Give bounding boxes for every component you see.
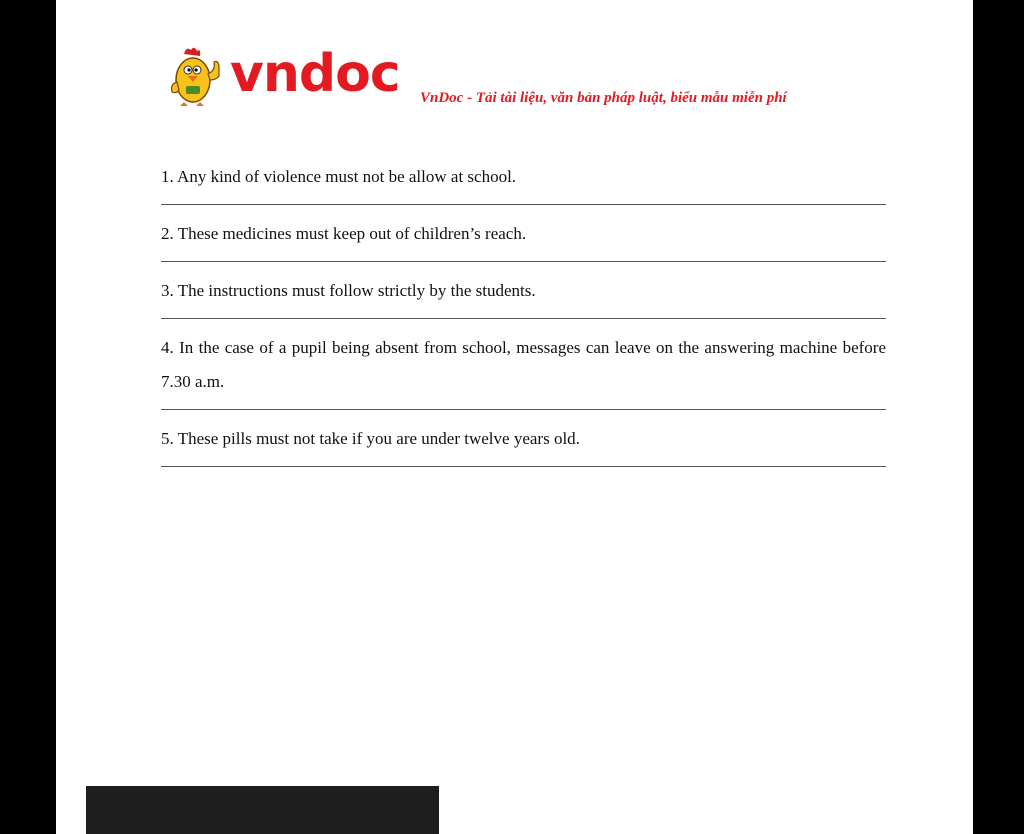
- question-2: 2. These medicines must keep out of children’s reach.: [161, 224, 527, 243]
- answer-line-1[interactable]: [161, 204, 886, 205]
- question-1: 1. Any kind of violence must not be allow at school.: [161, 167, 517, 186]
- chicken-mascot-icon: [166, 44, 224, 108]
- answer-line-5[interactable]: [161, 466, 886, 467]
- vndoc-logo: vndoc: [230, 44, 400, 104]
- question-4: 4. In the case of a pupil being absent from school, messages can leave on the answering machine before 7.30 a.m.: [161, 338, 886, 391]
- answer-line-4[interactable]: [161, 409, 886, 410]
- question-3: 3. The instructions must follow strictly by the students.: [161, 281, 536, 300]
- answer-line-3[interactable]: [161, 318, 886, 319]
- question-5: 5. These pills must not take if you are under twelve years old.: [161, 429, 580, 448]
- site-tagline: VnDoc - Tải tài liệu, văn bản pháp luật, biểu mẫu miễn phí: [420, 90, 787, 106]
- document-page: [56, 0, 973, 834]
- answer-line-2[interactable]: [161, 261, 886, 262]
- exercise-content: [161, 160, 886, 479]
- document-header: [166, 40, 886, 120]
- dark-overlay-bar: [86, 786, 439, 834]
